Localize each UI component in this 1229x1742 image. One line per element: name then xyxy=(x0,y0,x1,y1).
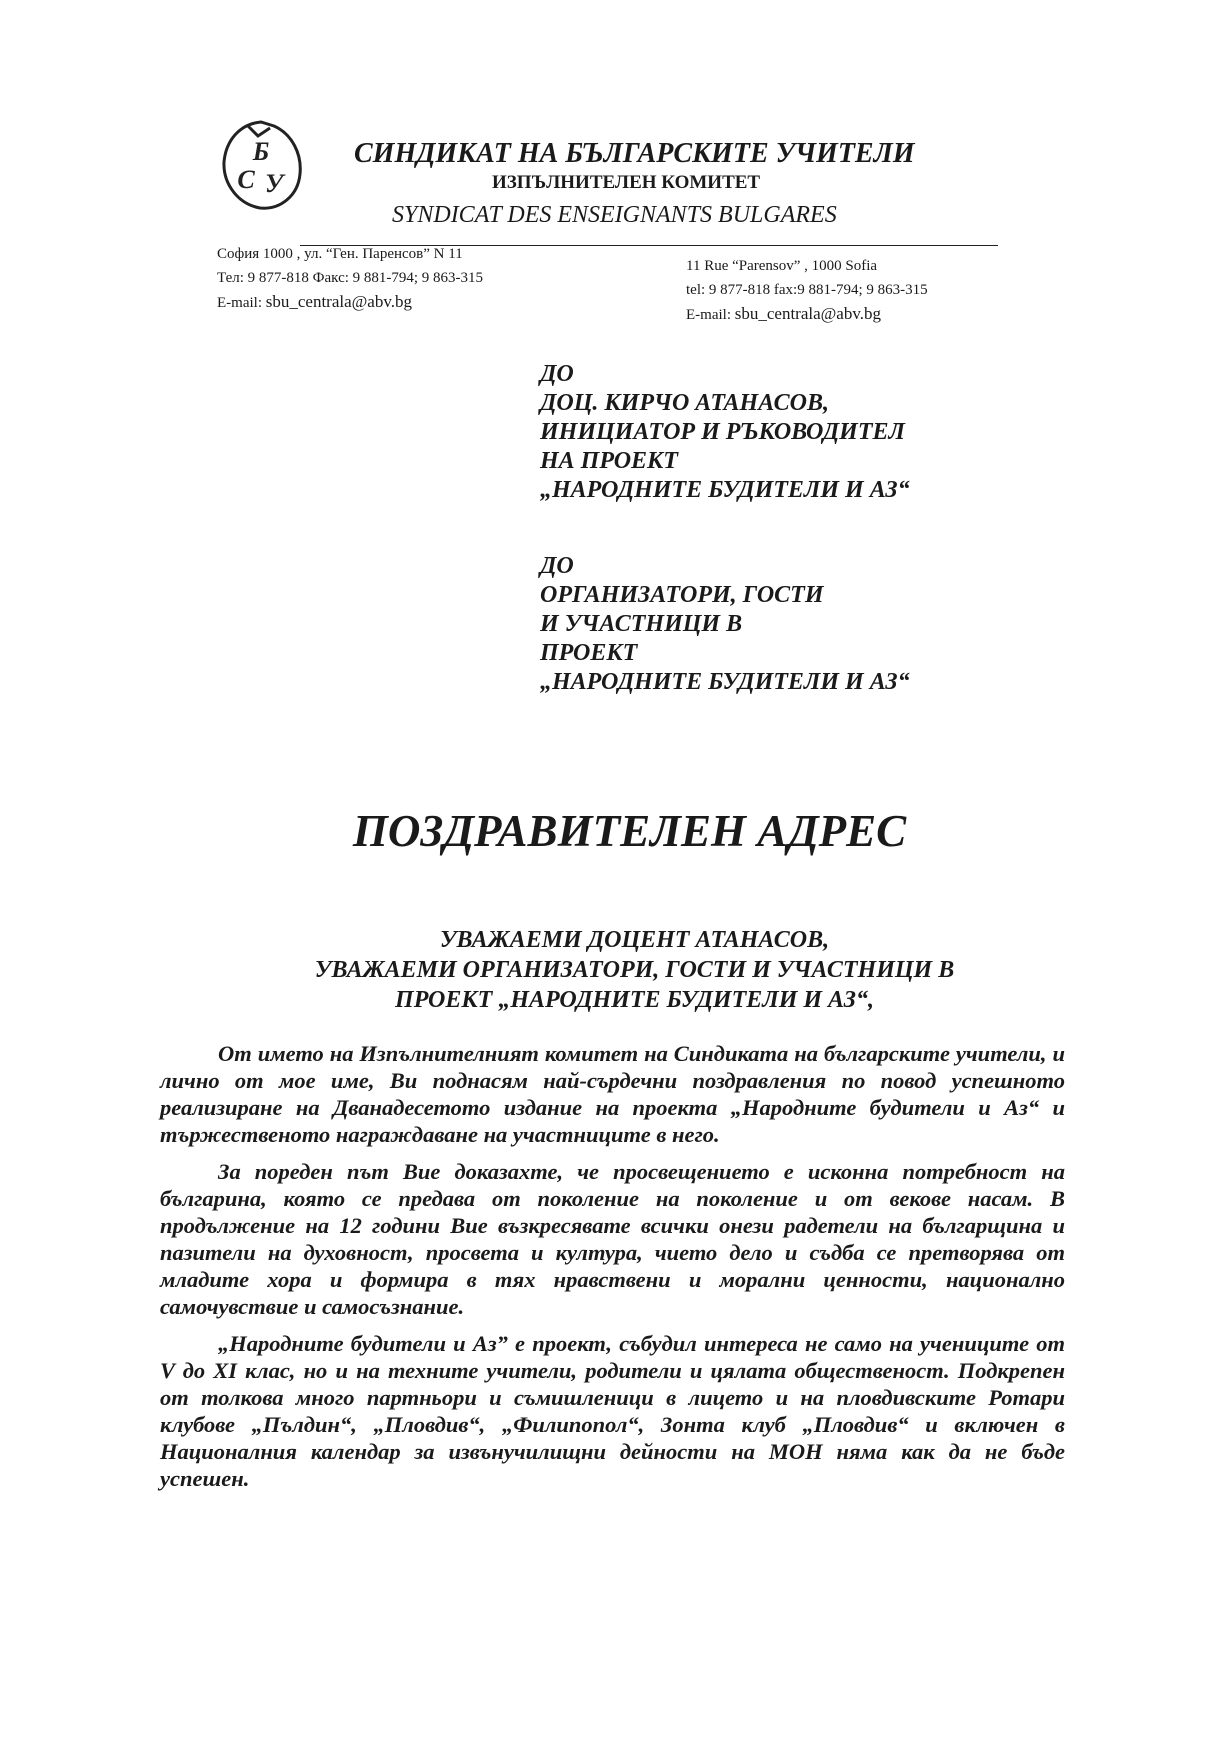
organization-name: СИНДИКАТ НА БЪЛГАРСКИТЕ УЧИТЕЛИ xyxy=(354,138,915,169)
email-line-en xyxy=(686,302,928,327)
email-label-bg: E-mail: xyxy=(217,295,262,311)
salutation-line: УВАЖАЕМИ ДОЦЕНТ АТАНАСОВ, xyxy=(439,927,830,953)
contact-block-bg xyxy=(217,242,483,315)
letter-body xyxy=(160,1040,1065,1502)
body-paragraph: „Народните будители и Аз” е проект, събудил интереса не само на учениците от V до XI клас, но и на техните учители, родители и цялата общественост. Подкрепен от толкова много партньори и съмишленици в лицето и на пловдивските Ротари клубове „Пълдин“, „Пловдив“, „Филипопол“, Зонта клуб „Пловдив“ и включен в Националния календар за извънучилищни дейности на МОН няма как да не бъде успешен. xyxy=(160,1331,1065,1491)
addressee-line: ИНИЦИАТОР И РЪКОВОДИТЕЛ xyxy=(540,419,905,445)
salutation xyxy=(0,925,1229,1015)
address-en: 11 Rue “Parensov” , 1000 Sofia xyxy=(686,258,878,274)
addressee-line: „НАРОДНИТЕ БУДИТЕЛИ И АЗ“ xyxy=(540,669,910,695)
organization-name-french: SYNDICAT DES ENSEIGNANTS BULGARES xyxy=(392,202,837,228)
body-paragraph: За пореден път Вие доказахте, че просвещението е исконна потребност на българина, която се предава от поколение на поколение и от векове насам. В продължение на 12 години Вие възкресявате всички онези радетели на българщина и пазители на духовност, просвета и култура, чието дело и съдба се претворява от младите хора и формира в тях нравствени и морални ценности, национално самочувствие и самосъзнание. xyxy=(160,1159,1065,1319)
phones-en: tel: 9 877-818 fax:9 881-794; 9 863-315 xyxy=(686,282,928,298)
addressee-line: ДО xyxy=(540,361,574,387)
addressee-line: ОРГАНИЗАТОРИ, ГОСТИ xyxy=(540,582,824,608)
sbu-logo xyxy=(218,118,304,212)
salutation-line: ПРОЕКТ „НАРОДНИТЕ БУДИТЕЛИ И АЗ“, xyxy=(395,987,874,1013)
svg-text:Б: Б xyxy=(252,137,270,166)
addressee-line: НА ПРОЕКТ xyxy=(540,448,678,474)
body-paragraph: От името на Изпълнителният комитет на Синдиката на българските учители, и лично от мое име, Ви поднасям най-сърдечни поздравления по повод успешното реализиране на Дванадесетото издание на проекта „Народните будители и Аз“ и тържественото награждаване на участниците в него. xyxy=(160,1041,1065,1147)
document-title: ПОЗДРАВИТЕЛЕН АДРЕС xyxy=(352,806,907,856)
committee-name: ИЗПЪЛНИТЕЛЕН КОМИТЕТ xyxy=(492,172,761,193)
email-en: sbu_centrala@abv.bg xyxy=(734,304,882,323)
addressee-line: „НАРОДНИТЕ БУДИТЕЛИ И АЗ“ xyxy=(540,477,910,503)
addressee-line: И УЧАСТНИЦИ В xyxy=(540,611,743,637)
address-bg: София 1000 , ул. “Ген. Паренсов” N 11 xyxy=(217,246,463,262)
contact-block-en xyxy=(686,254,928,327)
addressee-line: ДОЦ. КИРЧО АТАНАСОВ, xyxy=(540,390,829,416)
addressee-line: ДО xyxy=(540,553,574,579)
phones-bg: Тел: 9 877-818 Факс: 9 881-794; 9 863-315 xyxy=(217,270,484,286)
addressee-line: ПРОЕКТ xyxy=(540,640,638,666)
addressee-block-2 xyxy=(540,552,910,697)
email-label-en: E-mail: xyxy=(686,307,731,323)
svg-text:У: У xyxy=(264,169,284,198)
svg-text:С: С xyxy=(237,165,255,194)
salutation-line: УВАЖАЕМИ ОРГАНИЗАТОРИ, ГОСТИ И УЧАСТНИЦИ В xyxy=(314,957,955,983)
addressee-block-1 xyxy=(540,360,910,505)
email-bg: sbu_centrala@abv.bg xyxy=(265,292,413,311)
email-line-bg xyxy=(217,290,483,315)
